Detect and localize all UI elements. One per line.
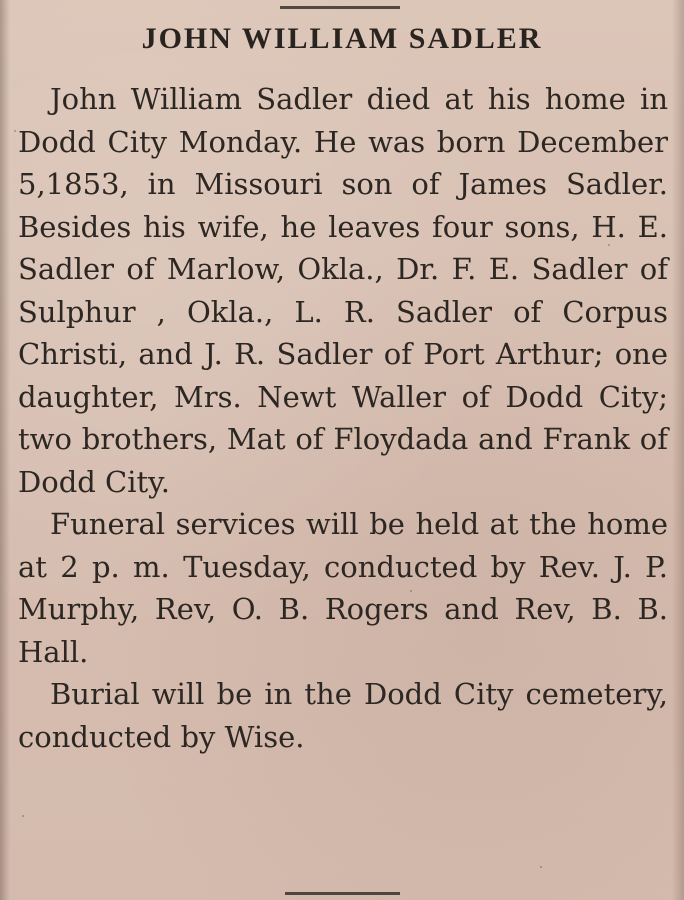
left-paper-edge [0,0,10,900]
paper-speck [22,815,24,817]
bottom-divider-rule [285,892,400,895]
article-body [18,78,668,758]
paper-speck [410,590,412,592]
paper-speck [14,130,16,132]
paper-speck [608,244,610,246]
paragraph-obituary: John William Sadler died at his home in Dodd City Monday. He was born December 5,1853, in Missouri son of James Sadler. Besides his wife, he leaves four sons, H. E. Sadler of Marlow, Okla., Dr. F. E. Sadler of Sulphur , Okla., L. R. Sadler of Corpus Christi, and J. R. Sadler of Port Arthur; one daughter, Mrs. Newt Waller of Dodd City; two brothers, Mat of Floydada and Frank of Dodd City. [18,82,668,499]
paragraph-funeral: Funeral services will be held at the home at 2 p. m. Tuesday, conducted by Rev. J. P. Murphy, Rev, O. B. Rogers and Rev, B. B. Hall. [18,507,668,669]
paper-speck [540,866,542,868]
paragraph-burial: Burial will be in the Dodd City cemetery, conducted by Wise. [18,677,668,754]
headline: JOHN WILLIAM SADLER [141,22,543,55]
right-paper-edge [672,0,684,900]
top-divider-rule [280,6,400,9]
